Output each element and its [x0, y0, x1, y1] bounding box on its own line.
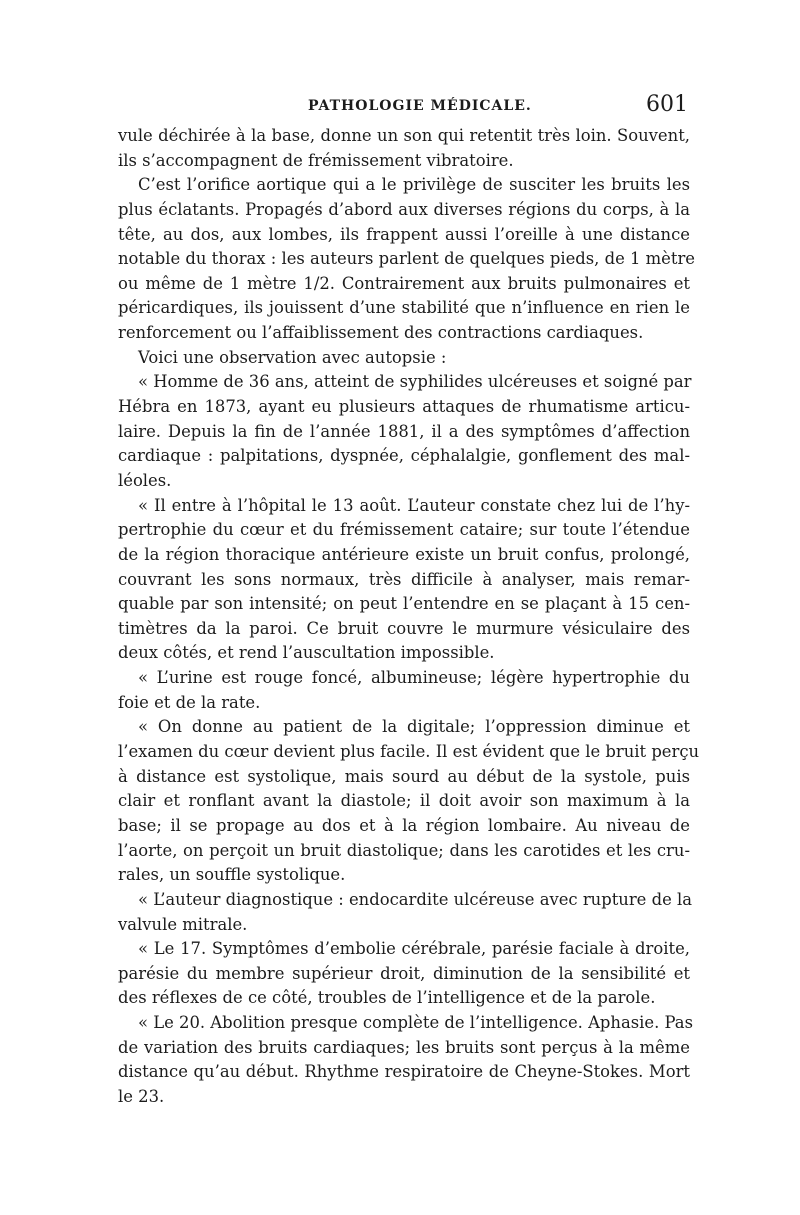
- text-line: « Homme de 36 ans, atteint de syphilides ulcéreuses et soigné par: [138, 372, 692, 392]
- text-line: de variation des bruits cardiaques; les bruits sont perçus à la même: [118, 1037, 690, 1057]
- book-page: [118, 92, 700, 1110]
- text-line: rales, un souffle systolique.: [118, 865, 346, 885]
- text-line: « Le 17. Symptômes d’embolie cérébrale, parésie faciale à droite,: [138, 939, 690, 959]
- text-line: parésie du membre supérieur droit, diminution de la sensibilité et: [118, 963, 690, 983]
- text-line: l’aorte, on perçoit un bruit diastolique; dans les carotides et les cru-: [118, 840, 690, 860]
- text-line: « L’auteur diagnostique : endocardite ulcéreuse avec rupture de la: [138, 889, 693, 909]
- text-line: « Il entre à l’hôpital le 13 août. L’auteur constate chez lui de l’hy-: [138, 495, 690, 515]
- body-text: [118, 124, 700, 1110]
- text-line: « On donne au patient de la digitale; l’oppression diminue et: [138, 717, 690, 737]
- text-line: laire. Depuis la fin de l’année 1881, il a des symptômes d’affection: [118, 421, 690, 441]
- text-line: renforcement ou l’affaiblissement des contractions cardiaques.: [118, 323, 644, 343]
- text-line: des réflexes de ce côté, troubles de l’intelligence et de la parole.: [118, 988, 656, 1008]
- text-line: « L’urine est rouge foncé, albumineuse; légère hypertrophie du: [138, 668, 690, 688]
- text-line: C’est l’orifice aortique qui a le privilège de susciter les bruits les: [138, 175, 690, 195]
- text-line: Voici une observation avec autopsie :: [138, 347, 447, 367]
- text-line: léoles.: [118, 470, 172, 490]
- text-line: « Le 20. Abolition presque complète de l’intelligence. Aphasie. Pas: [138, 1013, 693, 1033]
- text-line: deux côtés, et rend l’auscultation impossible.: [118, 643, 495, 663]
- text-line: ou même de 1 mètre 1/2. Contrairement aux bruits pulmonaires et: [118, 273, 690, 293]
- running-title: PATHOLOGIE MÉDICALE.: [308, 98, 532, 114]
- text-line: à distance est systolique, mais sourd au début de la systole, puis: [118, 766, 690, 786]
- text-line: vule déchirée à la base, donne un son qui retentit très loin. Souvent,: [118, 126, 690, 145]
- text-line: l’examen du cœur devient plus facile. Il est évident que le bruit perçu: [118, 742, 700, 762]
- text-line: plus éclatants. Propagés d’abord aux diverses régions du corps, à la: [118, 199, 690, 219]
- text-line: de la région thoracique antérieure existe un bruit confus, prolongé,: [118, 544, 690, 564]
- text-line: pertrophie du cœur et du frémissement cataire; sur toute l’étendue: [118, 520, 690, 540]
- page-header: [118, 92, 690, 124]
- text-line: notable du thorax : les auteurs parlent de quelques pieds, de 1 mètre: [118, 249, 696, 269]
- page-number: 601: [646, 92, 688, 117]
- text-line: Hébra en 1873, ayant eu plusieurs attaques de rhumatisme articu-: [118, 397, 690, 417]
- text-line: foie et de la rate.: [118, 692, 261, 712]
- text-line: clair et ronflant avant la diastole; il doit avoir son maximum à la: [118, 791, 690, 811]
- text-line: couvrant les sons normaux, très difficile à analyser, mais remar-: [118, 569, 690, 589]
- text-line: quable par son intensité; on peut l’entendre en se plaçant à 15 cen-: [118, 594, 690, 614]
- text-line: cardiaque : palpitations, dyspnée, céphalalgie, gonflement des mal-: [118, 446, 690, 466]
- text-line: tête, au dos, aux lombes, ils frappent aussi l’oreille à une distance: [118, 224, 690, 244]
- text-line: timètres da la paroi. Ce bruit couvre le murmure vésiculaire des: [118, 618, 690, 638]
- text-line: valvule mitrale.: [118, 914, 248, 934]
- text-line: base; il se propage au dos et à la région lombaire. Au niveau de: [118, 815, 690, 835]
- text-line: le 23.: [118, 1086, 165, 1106]
- text-line: distance qu’au début. Rhythme respiratoire de Cheyne-Stokes. Mort: [118, 1062, 690, 1082]
- text-line: péricardiques, ils jouissent d’une stabilité que n’influence en rien le: [118, 298, 690, 318]
- text-line: ils s’accompagnent de frémissement vibratoire.: [118, 150, 514, 170]
